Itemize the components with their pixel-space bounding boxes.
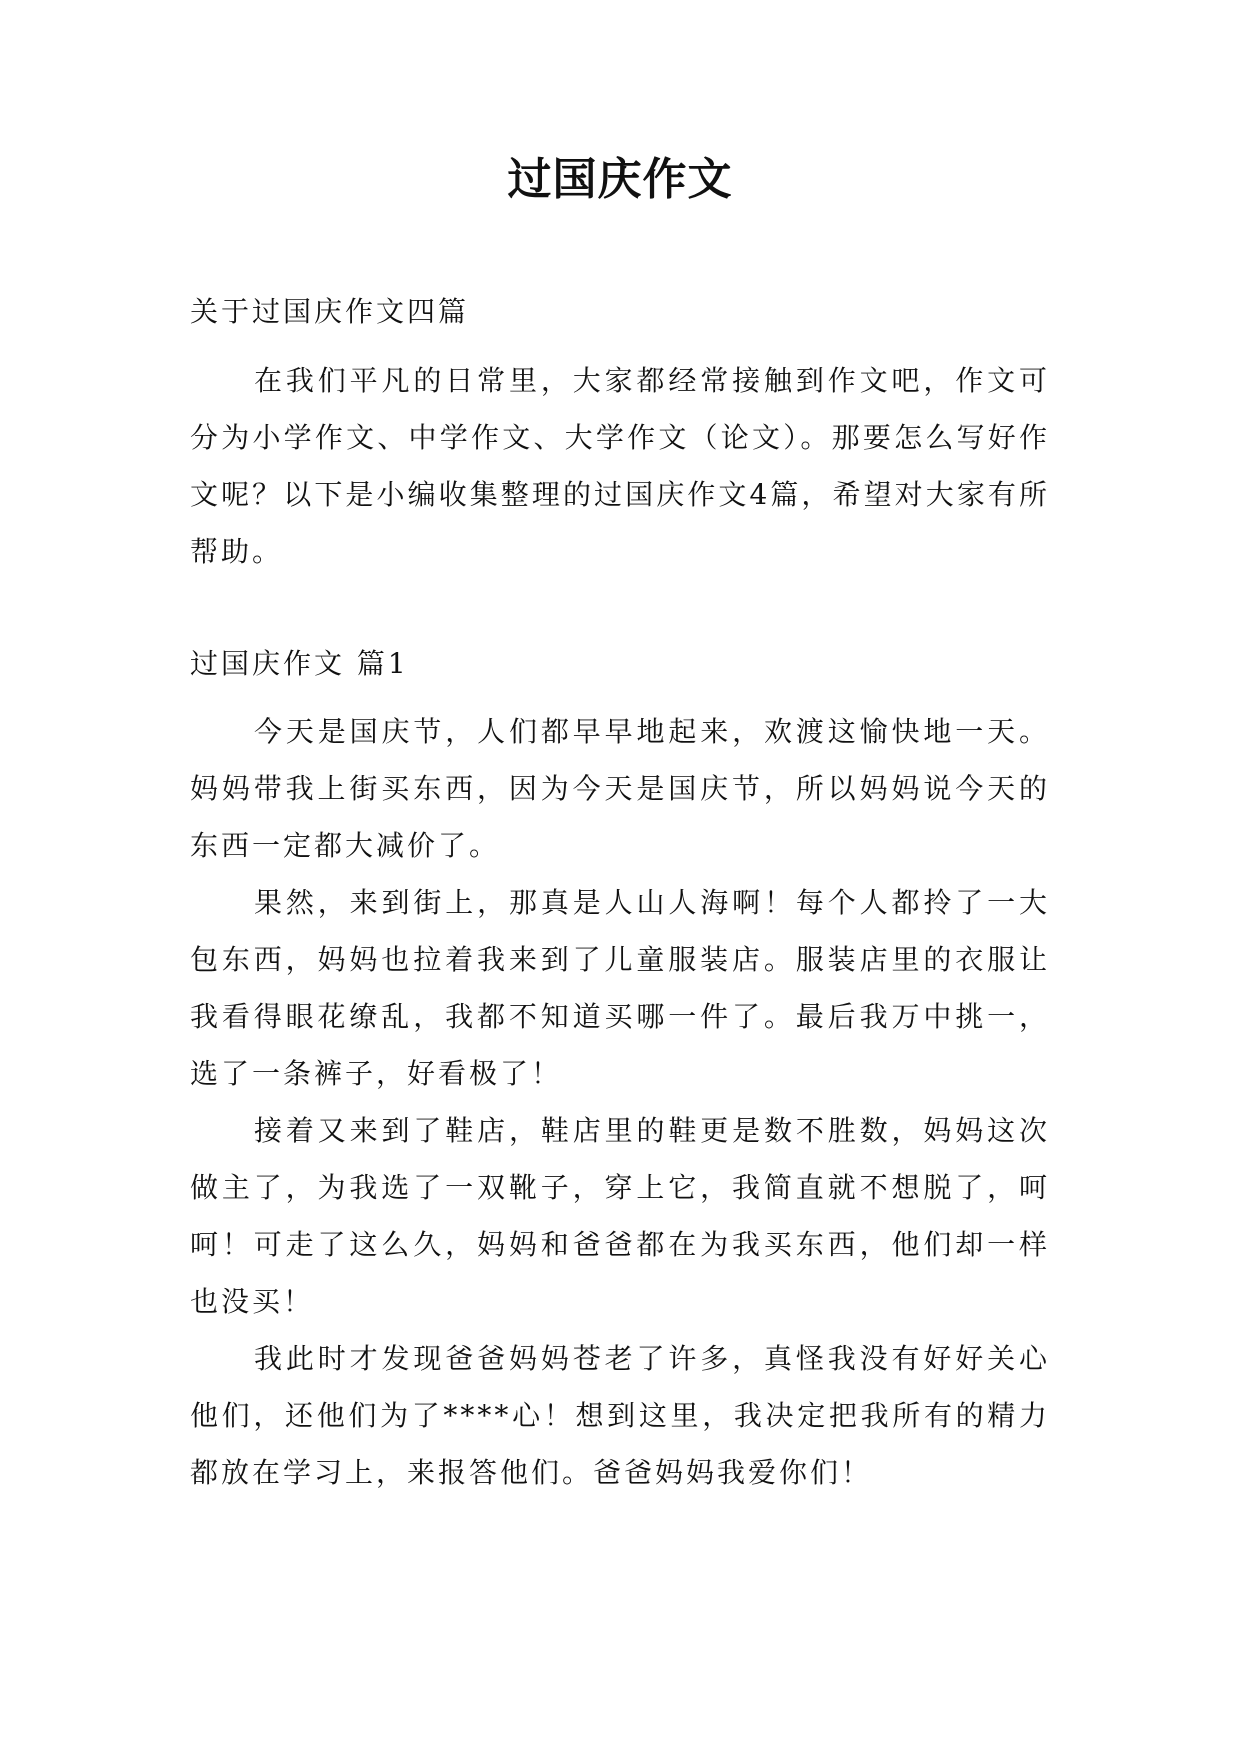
article-paragraph: 我此时才发现爸爸妈妈苍老了许多，真怪我没有好好关心他们，还他们为了****心！想到这里，我决定把我所有的精力都放在学习上，来报答他们。爸爸妈妈我爱你们！	[190, 1342, 1050, 1489]
article-paragraph: 接着又来到了鞋店，鞋店里的鞋更是数不胜数，妈妈这次做主了，为我选了一双靴子，穿上它，我简直就不想脱了，呵呵！可走了这么久，妈妈和爸爸都在为我买东西，他们却一样也没买！	[190, 1114, 1050, 1318]
article-paragraph: 果然，来到街上，那真是人山人海啊！每个人都拎了一大包东西，妈妈也拉着我来到了儿童服装店。服装店里的衣服让我看得眼花缭乱，我都不知道买哪一件了。最后我万中挑一，选了一条裤子，好看极了！	[190, 886, 1050, 1090]
intro-paragraph: 在我们平凡的日常里，大家都经常接触到作文吧，作文可分为小学作文、中学作文、大学作文（论文）。那要怎么写好作文呢？以下是小编收集整理的过国庆作文4篇，希望对大家有所帮助。	[190, 364, 1050, 568]
article-body	[190, 703, 1050, 1501]
document-title: 过国庆作文	[507, 154, 733, 205]
document-subtitle: 关于过国庆作文四篇	[190, 295, 470, 328]
article-paragraph: 今天是国庆节，人们都早早地起来，欢渡这愉快地一天。妈妈带我上街买东西，因为今天是国庆节，所以妈妈说今天的东西一定都大减价了。	[190, 715, 1050, 862]
article-heading: 过国庆作文 篇1	[190, 647, 409, 680]
